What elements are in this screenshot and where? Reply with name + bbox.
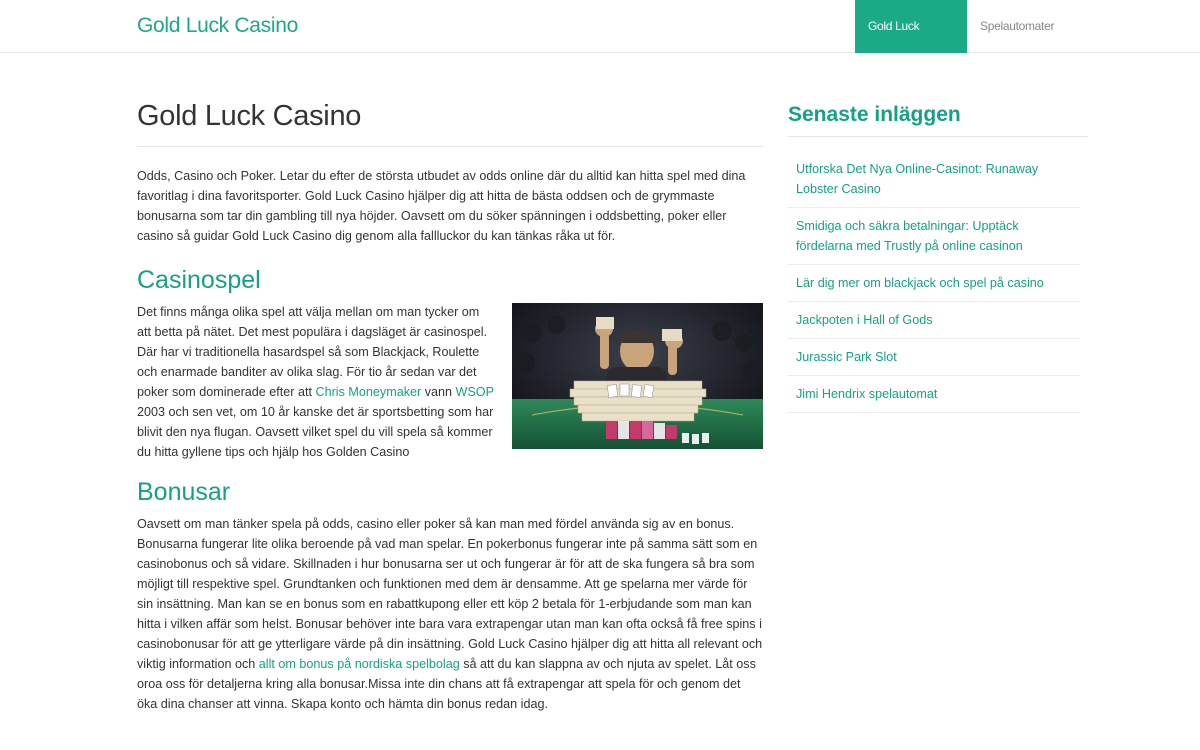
main-content xyxy=(137,100,763,714)
poker-winner-photo xyxy=(512,303,763,449)
bonus-nordiska-spelbolag-link[interactable]: allt om bonus på nordiska spelbolag xyxy=(258,657,460,671)
casinospel-text-3: 2003 och sen vet, om 10 år kanske det är sportsbetting som har blivit den nya flugan. Oavsett vilket spel du vill spela så kommer du hitta gyllene tips och hjälp hos Golden Casino xyxy=(137,405,494,459)
recent-post-link[interactable]: Jurassic Park Slot xyxy=(796,350,897,364)
bonusar-text-1: Oavsett om man tänker spela på odds, casino eller poker så kan man med fördel använda sig av en bonus. Bonusarna fungerar lite olika beroende på vad man spelar. En pokerbonus fungerar inte på samma sätt som en casinobonus och så vidare. Skillnaden i hur bonusarna ser ut och fungerar är för att de ska fungera så bra som möjligt till respektive spel. Grundtanken och funktionen med dem är densamme. Att ge spelarna mer värde för sin insättning. Man kan se en bonus som en rabattkupong eller ett köp 2 betala för 1-erbjudande som man kan hitta i vilken affär som helst. Bonusar behöver inte bara vara extrapengar utan man kan ofta också få free spins i casinobonusar för att ge ytterligare värde på din insättning. Gold Luck Casino hjälper dig att hitta all relevant och viktig information och xyxy=(137,517,763,671)
bonusar-text-2: så att du kan slappna av och njuta av spelet. Låt oss oroa oss för detaljerna kring alla bonusar.Missa inte din chans att få extrapengar att spela för och genom det öka dina chanser att vinna. Skapa konto och hämta din bonus redan idag. xyxy=(137,657,756,711)
intro-paragraph: Odds, Casino och Poker. Letar du efter de största utbudet av odds online där du alltid kan hitta spel med dina favoritlag i dina favoritsporter. Gold Luck Casino hjälper dig att hitta de bästa oddsen och de grymmaste bonusarna som tar din gambling till nya höjder. Oavsett om du söker spänningen i oddsbetting, poker eller casino så guidar Gold Luck Casino dig genom alla fallluckor du kan tänkas råka ut för. xyxy=(137,169,746,243)
bonusar-heading: Bonusar xyxy=(137,478,231,506)
nav-item-gold-luck-casino[interactable]: Gold Luck Casino xyxy=(855,0,967,53)
sidebar xyxy=(788,100,1088,413)
recent-post-link[interactable]: Jimi Hendrix spelautomat xyxy=(796,387,938,401)
wsop-link[interactable]: WSOP xyxy=(455,385,494,399)
list-item xyxy=(788,376,1080,413)
casinospel-heading: Casinospel xyxy=(137,266,261,294)
list-item xyxy=(788,302,1080,339)
list-item xyxy=(788,339,1080,376)
casinospel-text-1: Det finns många olika spel att välja mellan om man tycker om att betta på nätet. Det mest populära i dagsläget är casinospel. Där har vi traditionella hasardspel så som Blackjack, Roulette och enarmade banditer av olika slag. För tio år sedan var det poker som dominerade efter att xyxy=(137,305,488,399)
list-item xyxy=(788,151,1080,208)
list-item xyxy=(788,265,1080,302)
recent-post-link[interactable]: Lär dig mer om blackjack och spel på casino xyxy=(796,276,1044,290)
top-navbar xyxy=(0,0,1200,85)
bonusar-paragraph xyxy=(137,514,763,714)
recent-post-link[interactable]: Utforska Det Nya Online-Casinot: Runaway Lobster Casino xyxy=(796,162,1039,196)
list-item xyxy=(788,208,1080,265)
recent-posts-list xyxy=(788,151,1080,413)
casinospel-text-2: vann xyxy=(421,385,456,399)
sidebar-title: Senaste inläggen xyxy=(788,100,1088,137)
page-title: Gold Luck Casino xyxy=(137,100,763,147)
recent-post-link[interactable]: Jackpoten i Hall of Gods xyxy=(796,313,933,327)
nav-item-spelautomater[interactable]: Spelautomater xyxy=(980,19,1055,33)
main-nav xyxy=(855,0,1067,85)
recent-post-link[interactable]: Smidiga och säkra betalningar: Upptäck fördelarna med Trustly på online casinon xyxy=(796,219,1023,253)
chris-moneymaker-link[interactable]: Chris Moneymaker xyxy=(315,385,422,399)
brand-logo-link[interactable]: Gold Luck Casino xyxy=(137,14,298,37)
